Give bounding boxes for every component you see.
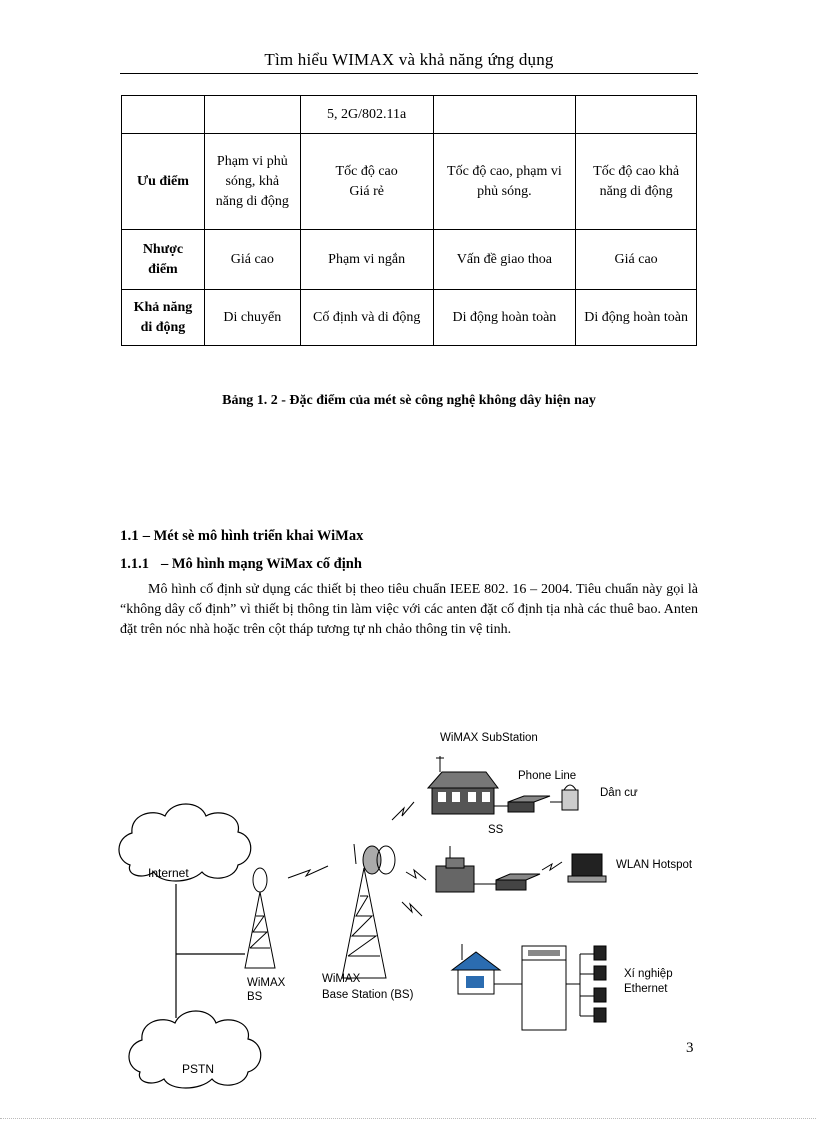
subsection-title: – Mô hình mạng WiMax cố định <box>161 556 362 572</box>
building-2 <box>436 846 474 892</box>
enterprise-label: Xí nghiệp Ethernet <box>624 968 673 995</box>
page-header-title: Tìm hiểu WIMAX và khả năng ứng dụng <box>264 50 554 69</box>
table-cell <box>576 96 697 134</box>
pstn-label: PSTN <box>182 1062 215 1076</box>
table-cell: Giá cao <box>576 230 697 290</box>
wimax-fixed-network-diagram <box>110 720 710 1115</box>
subsection-heading <box>120 556 362 573</box>
row-header: Khả năng di động <box>122 290 205 346</box>
table-cell <box>433 96 576 134</box>
table-cell: Tốc độ cao, phạm vi phủ sóng. <box>433 134 576 230</box>
table-row <box>122 96 697 134</box>
table-cell: Di động hoàn toàn <box>576 290 697 346</box>
table-cell: Vấn đề giao thoa <box>433 230 576 290</box>
enterprise-house <box>452 944 500 994</box>
table-cell: Di chuyển <box>204 290 300 346</box>
table-cell: Tốc độ cao Giá rẻ <box>300 134 433 230</box>
internet-label: Internet <box>148 866 189 880</box>
table-cell <box>204 96 300 134</box>
pstn-cloud <box>129 1011 261 1088</box>
modem-box-2 <box>496 874 540 890</box>
substation-house <box>428 756 498 814</box>
ss-label: SS <box>488 824 504 836</box>
modem-box-1 <box>508 796 550 812</box>
residents-label: Dân cư <box>600 787 638 799</box>
table-row <box>122 290 697 346</box>
wimax-bs-tower <box>245 868 275 968</box>
server-rack <box>522 946 566 1030</box>
table-cell: Phạm vi phủ sóng, khả năng di động <box>204 134 300 230</box>
section-heading <box>120 528 363 545</box>
table-cell <box>122 96 205 134</box>
row-header: Ưu điểm <box>122 134 205 230</box>
table-caption: Bảng 1. 2 - Đặc điểm của mét sè công nghệ không dây hiện nay <box>222 393 596 408</box>
table-cell: Di động hoàn toàn <box>433 290 576 346</box>
ethernet-hub <box>566 946 606 1022</box>
phone-icon <box>562 785 578 810</box>
footer-dotted-rule <box>0 1118 816 1119</box>
section-number: 1.1 <box>120 528 139 544</box>
laptop-icon <box>568 854 606 882</box>
section-title: – Mét sè mô hình triển khai WiMax <box>142 528 364 544</box>
base-station-label: WiMAX Base Station (BS) <box>322 973 414 1001</box>
body-paragraph: Mô hình cố định sử dụng các thiết bị theo tiêu chuẩn IEEE 802. 16 – 2004. Tiêu chuẩn này gọi là “không dây cố định” vì thiết bị thông tin làm việc với các anten đặt cố định tịa nhà các thuê bao. Anten đặt trên nóc nhà hoặc trên cột tháp tương tự nh chảo thông tin vệ tinh. <box>120 582 698 637</box>
subsection-number: 1.1.1 <box>120 556 149 572</box>
table-cell: Tốc độ cao khả năng di động <box>576 134 697 230</box>
page-number: 3 <box>686 1040 694 1056</box>
wimax-bs-label: WiMAX BS <box>247 977 286 1003</box>
row-header: Nhược điểm <box>122 230 205 290</box>
table-row <box>122 134 697 230</box>
table-cell: Phạm vi ngắn <box>300 230 433 290</box>
comparison-table <box>121 95 697 346</box>
table-cell: Giá cao <box>204 230 300 290</box>
phone-line-label: Phone Line <box>518 770 577 782</box>
table-row <box>122 230 697 290</box>
substation-label: WiMAX SubStation <box>440 732 538 744</box>
base-station-tower <box>342 844 395 978</box>
wlan-hotspot-label: WLAN Hotspot <box>616 859 693 871</box>
table-cell: Cố định và di động <box>300 290 433 346</box>
header-rule <box>120 73 698 74</box>
table-cell: 5, 2G/802.11a <box>300 96 433 134</box>
